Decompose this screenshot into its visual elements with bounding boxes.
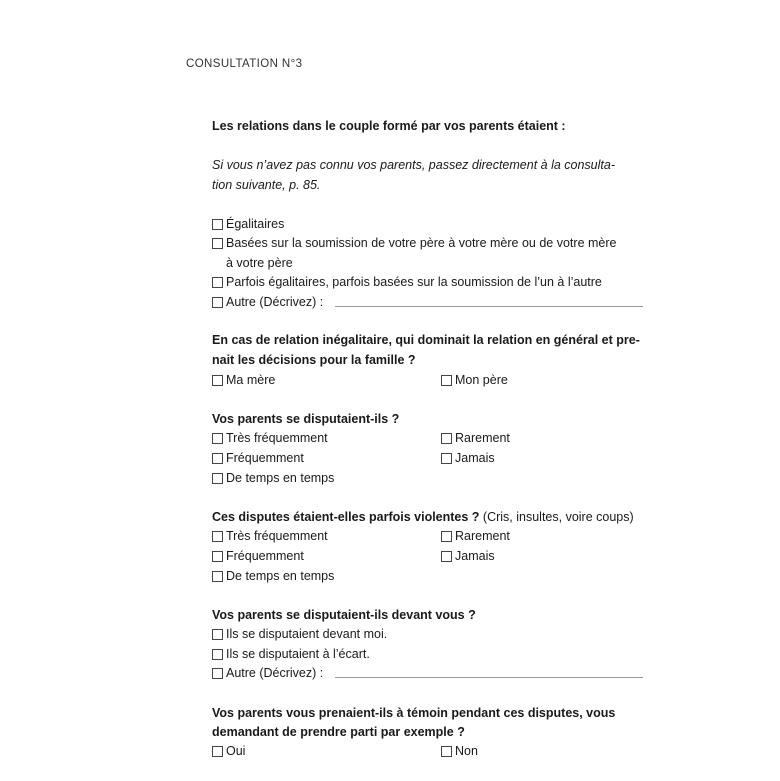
checkbox[interactable] (212, 629, 223, 640)
option-rarement[interactable] (441, 526, 510, 546)
question-violence-text: Ces disputes étaient-elles parfois violentes ? (212, 510, 480, 524)
question-violence-extra: (Cris, insultes, voire coups) (479, 510, 634, 524)
describe-field[interactable] (335, 306, 643, 307)
checkbox[interactable] (212, 668, 223, 679)
checkbox[interactable] (212, 433, 223, 444)
option-devant-moi[interactable] (212, 624, 387, 644)
checkbox[interactable] (441, 551, 452, 562)
option-de-temps-en-temps[interactable] (212, 468, 334, 488)
checkbox[interactable] (212, 649, 223, 660)
checkbox[interactable] (212, 277, 223, 288)
option-label: Parfois égalitaires, parfois basées sur la soumission de l’un à l’autre (226, 275, 602, 289)
question-couple-relations: Les relations dans le couple formé par vos parents étaient : (212, 119, 566, 133)
option-label: Autre (Décrivez) : (226, 666, 324, 680)
option-label: Rarement (455, 529, 510, 543)
option-non[interactable] (441, 741, 478, 761)
page-header: CONSULTATION N°3 (186, 58, 303, 70)
checkbox[interactable] (212, 453, 223, 464)
option-label: Mon père (455, 373, 508, 387)
option-de-temps-en-temps[interactable] (212, 566, 334, 586)
checkbox[interactable] (212, 571, 223, 582)
checkbox[interactable] (212, 375, 223, 386)
option-label: De temps en temps (226, 569, 335, 583)
option-label: Égalitaires (226, 217, 285, 231)
question-domination-line-2: nait les décisions pour la famille ? (212, 353, 416, 367)
question-temoin-line-2: demandant de prendre parti par exemple ? (212, 725, 465, 739)
checkbox[interactable] (212, 238, 223, 249)
option-jamais[interactable] (441, 448, 495, 468)
question-domination-line-1: En cas de relation inégalitaire, qui dominait la relation en général et pre- (212, 333, 640, 347)
option-autre[interactable] (212, 292, 643, 312)
checkbox[interactable] (212, 219, 223, 230)
option-soumission[interactable] (212, 233, 658, 273)
option-label-line-2: à votre père (226, 256, 293, 270)
option-egalitaires[interactable] (212, 214, 284, 234)
option-label: Rarement (455, 431, 510, 445)
question-disputes: Vos parents se disputaient-ils ? (212, 412, 400, 426)
option-label (226, 233, 616, 273)
question-violence (212, 507, 658, 527)
option-label: Jamais (455, 549, 495, 563)
option-oui[interactable] (212, 741, 245, 761)
option-label: Très fréquemment (226, 529, 328, 543)
describe-field[interactable] (335, 677, 643, 678)
option-label: De temps en temps (226, 471, 335, 485)
question-temoin-line-1: Vos parents vous prenaient-ils à témoin pendant ces disputes, vous (212, 706, 616, 720)
option-ma-mere[interactable] (212, 370, 275, 390)
option-label: Ma mère (226, 373, 276, 387)
option-a-l-ecart[interactable] (212, 644, 370, 664)
option-label: Non (455, 744, 478, 758)
option-label: Fréquemment (226, 451, 304, 465)
option-rarement[interactable] (441, 428, 510, 448)
option-autre[interactable] (212, 663, 643, 683)
checkbox[interactable] (441, 531, 452, 542)
question-devant-vous: Vos parents se disputaient-ils devant vous ? (212, 608, 476, 622)
checkbox[interactable] (441, 453, 452, 464)
checkbox[interactable] (212, 746, 223, 757)
option-tres-frequemment[interactable] (212, 526, 328, 546)
option-parfois[interactable] (212, 272, 602, 292)
option-label: Autre (Décrivez) : (226, 295, 324, 309)
checkbox[interactable] (441, 375, 452, 386)
option-label-line-1: Basées sur la soumission de votre père à votre mère ou de votre mère (226, 236, 617, 250)
option-label: Très fréquemment (226, 431, 328, 445)
option-tres-frequemment[interactable] (212, 428, 328, 448)
checkbox[interactable] (212, 531, 223, 542)
checkbox[interactable] (212, 297, 223, 308)
option-label: Ils se disputaient à l’écart. (226, 647, 370, 661)
option-label: Ils se disputaient devant moi. (226, 627, 388, 641)
checkbox[interactable] (441, 433, 452, 444)
option-label: Jamais (455, 451, 495, 465)
option-label: Oui (226, 744, 246, 758)
option-mon-pere[interactable] (441, 370, 508, 390)
checkbox[interactable] (212, 473, 223, 484)
option-label: Fréquemment (226, 549, 304, 563)
option-jamais[interactable] (441, 546, 495, 566)
option-frequemment[interactable] (212, 448, 304, 468)
checkbox[interactable] (212, 551, 223, 562)
skip-note-line-1: Si vous n’avez pas connu vos parents, passez directement à la consulta- (212, 158, 615, 172)
skip-note-line-2: tion suivante, p. 85. (212, 178, 321, 192)
option-frequemment[interactable] (212, 546, 304, 566)
checkbox[interactable] (441, 746, 452, 757)
